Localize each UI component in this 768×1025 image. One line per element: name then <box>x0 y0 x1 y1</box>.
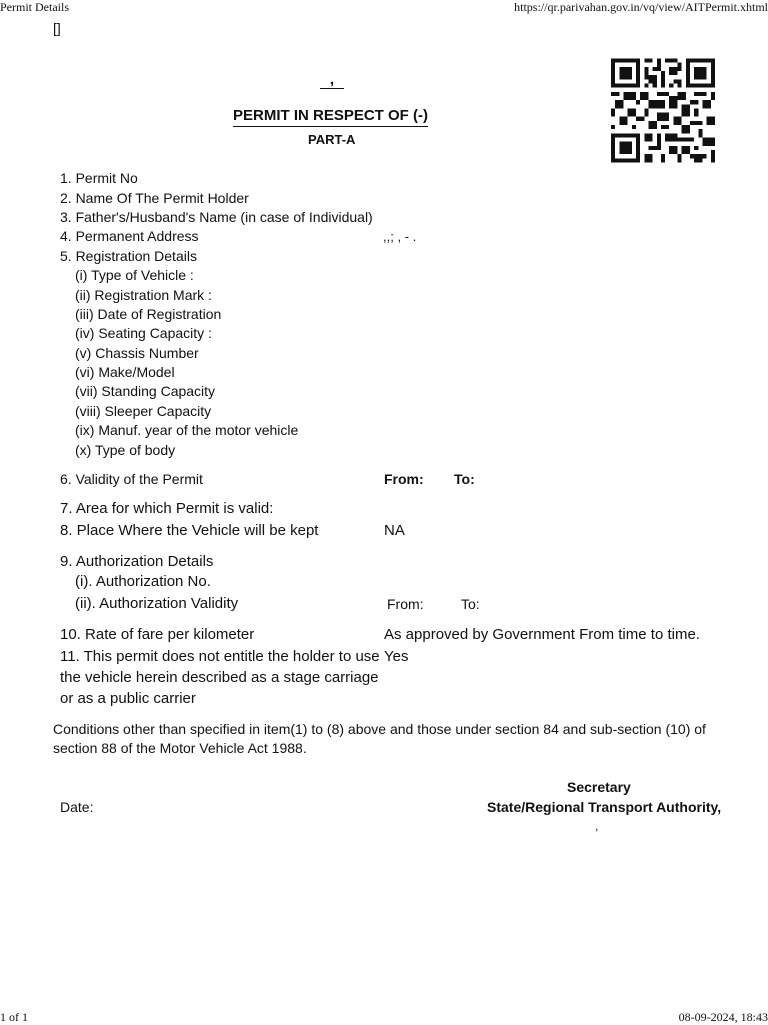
validity-to-label: To: <box>454 471 475 487</box>
conditions-text-line1: Conditions other than specified in item(1) to (8) above and those under section 84 and sub-section (10) of <box>53 721 706 737</box>
qr-code-icon <box>611 57 715 164</box>
field-permanent-address: 4. Permanent Address <box>60 228 199 244</box>
field-seating-capacity: (iv) Seating Capacity : <box>75 325 212 341</box>
print-page-title: Permit Details <box>0 0 69 14</box>
bracket-glyph: [] <box>53 20 61 36</box>
field-authorization-validity: (ii). Authorization Validity <box>75 595 239 612</box>
field-authorization-details: 9. Authorization Details <box>60 553 214 570</box>
field-validity: 6. Validity of the Permit <box>60 471 203 487</box>
field-date-of-registration: (iii) Date of Registration <box>75 306 222 322</box>
field-permit-holder: 2. Name Of The Permit Holder <box>60 190 249 206</box>
field-permit-entitlement-value: Yes <box>384 648 409 665</box>
field-sleeper-capacity: (viii) Sleeper Capacity <box>75 403 212 419</box>
authorization-from-label: From: <box>387 596 424 612</box>
secretary-label: Secretary <box>567 779 631 795</box>
field-area-valid: 7. Area for which Permit is valid: <box>60 500 274 517</box>
top-mark: , <box>320 72 344 89</box>
field-type-of-vehicle: (i) Type of Vehicle : <box>75 267 194 283</box>
conditions-text-line2: section 88 of the Motor Vehicle Act 1988. <box>53 740 307 756</box>
date-label: Date: <box>60 799 94 815</box>
authority-label: State/Regional Transport Authority, <box>487 799 722 815</box>
print-url: https://qr.parivahan.gov.in/vq/view/AITPermit.xhtml <box>514 0 768 14</box>
print-page-count: 1 of 1 <box>0 1010 28 1024</box>
field-permit-entitlement-line3: or as a public carrier <box>60 690 196 707</box>
validity-from-label: From: <box>384 471 424 487</box>
field-vehicle-place-value: NA <box>384 522 405 539</box>
field-permanent-address-value: ,,; , - . <box>383 229 417 244</box>
field-chassis-number: (v) Chassis Number <box>75 345 199 361</box>
field-type-of-body: (x) Type of body <box>75 442 176 458</box>
field-permit-entitlement-line2: the vehicle herein described as a stage carriage <box>60 669 379 686</box>
field-permit-entitlement-line1: 11. This permit does not entitle the holder to use <box>60 648 380 665</box>
field-permit-no: 1. Permit No <box>60 170 138 186</box>
part-label: PART-A <box>308 132 356 147</box>
authorization-to-label: To: <box>461 596 480 612</box>
print-timestamp: 08-09-2024, 18:43 <box>678 1010 768 1024</box>
field-make-model: (vi) Make/Model <box>75 364 175 380</box>
field-father-husband-name: 3. Father's/Husband's Name (in case of Individual) <box>60 209 373 225</box>
field-registration-details: 5. Registration Details <box>60 248 197 264</box>
field-registration-mark: (ii) Registration Mark : <box>75 287 212 303</box>
field-authorization-no: (i). Authorization No. <box>75 573 211 590</box>
field-manufacture-year: (ix) Manuf. year of the motor vehicle <box>75 422 299 438</box>
field-vehicle-place: 8. Place Where the Vehicle will be kept <box>60 522 319 539</box>
page-heading: PERMIT IN RESPECT OF (-) <box>233 107 428 127</box>
authority-suffix: , <box>595 819 599 833</box>
field-rate-of-fare: 10. Rate of fare per kilometer <box>60 626 255 643</box>
field-rate-of-fare-value: As approved by Government From time to time. <box>384 626 700 643</box>
field-standing-capacity: (vii) Standing Capacity <box>75 383 216 399</box>
